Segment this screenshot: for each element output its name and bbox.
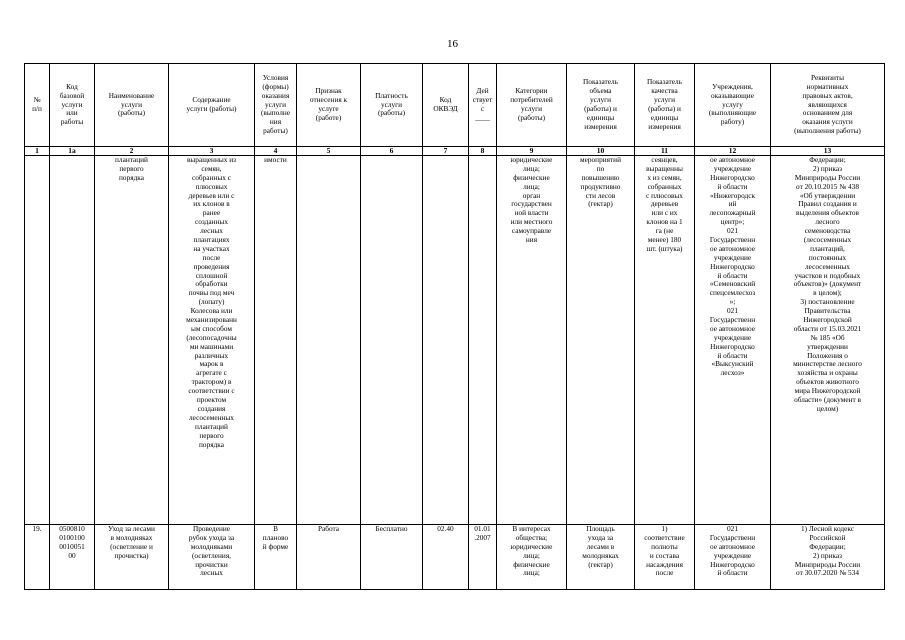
table-cell: выращенных из семян, собранных с плюсовых деревьев или с их клонов в ранее созданных лесных плантациях на участках после проведения сплошной обработки почвы под меч (лопату) Колесова или механизированн ым способом (лесопосадочны ми машинами различных марок в агрегате с трактором) в соответствии с проектом создания лесосеменных плантаций первого порядка — [169, 156, 255, 525]
column-number: 7 — [423, 147, 469, 156]
table-cell: Проведение рубок ухода за молодняками (осветления, прочистки лесных — [169, 525, 255, 590]
table-cell: 02.40 — [423, 525, 469, 590]
column-number: 13 — [771, 147, 885, 156]
table-cell: Работа — [297, 525, 361, 590]
col-header-valid-from: Дей ствует с ____ — [469, 64, 497, 147]
table-cell: имости — [255, 156, 297, 525]
column-number: 1а — [50, 147, 95, 156]
table-row — [25, 156, 885, 525]
column-number: 5 — [297, 147, 361, 156]
col-header-volume: Показатель объема услуги (работы) и единицы измерения — [567, 64, 635, 147]
column-number: 11 — [635, 147, 695, 156]
col-header-payment: Платность услуги (работы) — [361, 64, 423, 147]
table-cell: юридические лица; физические лица; орган государствен ной власти или местного самоуправле ния — [497, 156, 567, 525]
col-header-quality: Показатель качества услуги (работы) и единицы измерения — [635, 64, 695, 147]
table-cell — [297, 156, 361, 525]
table-cell: 0500810 0100100 0010051 00 — [50, 525, 95, 590]
col-header-consumers: Категории потребителей услуги (работы) — [497, 64, 567, 147]
col-header-conditions: Условия (формы) оказания услуги (выполне ния работы) — [255, 64, 297, 147]
column-number: 9 — [497, 147, 567, 156]
column-number: 4 — [255, 147, 297, 156]
column-number: 12 — [695, 147, 771, 156]
col-header-number: № п/п — [25, 64, 50, 147]
table-cell: Площадь ухода за лесами в молодняках (гектар) — [567, 525, 635, 590]
table-cell — [361, 156, 423, 525]
table-cell: сеянцев, выращенны х из семян, собранных с плюсовых деревьев или с их клонов на 1 га (не менее) 180 шт. (штука) — [635, 156, 695, 525]
table-cell: плантаций первого порядка — [95, 156, 169, 525]
column-number: 6 — [361, 147, 423, 156]
table-cell: Уход за лесами в молодняках (осветление и прочистка) — [95, 525, 169, 590]
page-number: 16 — [447, 38, 458, 50]
column-number: 3 — [169, 147, 255, 156]
table-cell: ое автономное учреждение Нижегородско й области «Нижегородск ий лесопожарный центр»; 021 Государственн ое автономное учреждение Нижегородско й области «Семеновский спецсемлесхоз »; 021 Государственн ое автономное учреждение Нижегородско й области «Выксунский лесхоз» — [695, 156, 771, 525]
table-cell: Федерации; 2) приказ Минприроды России от 20.10.2015 № 438 «Об утверждении Правил создания и выделения объектов лесного семеноводства (лесосеменных плантаций, постоянных лесосеменных участков и подобных объектов)» (документ в целом); 3) постановление Правительства Нижегородской области от 15.03.2021 № 185 «Об утверждении Положения о министерстве лесного хозяйства и охраны объектов животного мира Нижегородской области» (документ в целом) — [771, 156, 885, 525]
table-cell: 1) Лесной кодекс Российской Федерации; 2) приказ Минприроды России от 30.07.2020 № 534 — [771, 525, 885, 590]
col-header-attribute: Признак отнесения к услуге (работе) — [297, 64, 361, 147]
table-cell: 19. — [25, 525, 50, 590]
table-cell: В планово й форме — [255, 525, 297, 590]
col-header-content: Содержание услуги (работы) — [169, 64, 255, 147]
table-cell: Бесплатно — [361, 525, 423, 590]
column-number: 10 — [567, 147, 635, 156]
table-cell — [50, 156, 95, 525]
table-cell: мероприятий по повышению продуктивно сти лесов (гектар) — [567, 156, 635, 525]
column-numbers-row — [25, 147, 885, 156]
col-header-base-code: Код базовой услуги или работы — [50, 64, 95, 147]
column-number: 8 — [469, 147, 497, 156]
table-cell — [423, 156, 469, 525]
table-cell: 1) соответствие полноты и состава насаждения после — [635, 525, 695, 590]
table-row — [25, 525, 885, 590]
table-cell — [25, 156, 50, 525]
table-cell — [469, 156, 497, 525]
services-registry-table — [24, 63, 885, 590]
table-cell: В интересах общества; юридические лица; физические лица; — [497, 525, 567, 590]
table-cell: 021 Государственн ое автономное учреждение Нижегородско й области — [695, 525, 771, 590]
table-header-row — [25, 64, 885, 147]
column-number: 2 — [95, 147, 169, 156]
col-header-service-name: Наименование услуги (работы) — [95, 64, 169, 147]
col-header-institutions: Учреждения, оказывающие услугу (выполняющие работу) — [695, 64, 771, 147]
col-header-legal-acts: Реквизиты нормативных правовых актов, являющихся основанием для оказания услуги (выполнения работы) — [771, 64, 885, 147]
table-cell: 01.01 .2007 — [469, 525, 497, 590]
column-number: 1 — [25, 147, 50, 156]
col-header-okved: Код ОКВЭД — [423, 64, 469, 147]
